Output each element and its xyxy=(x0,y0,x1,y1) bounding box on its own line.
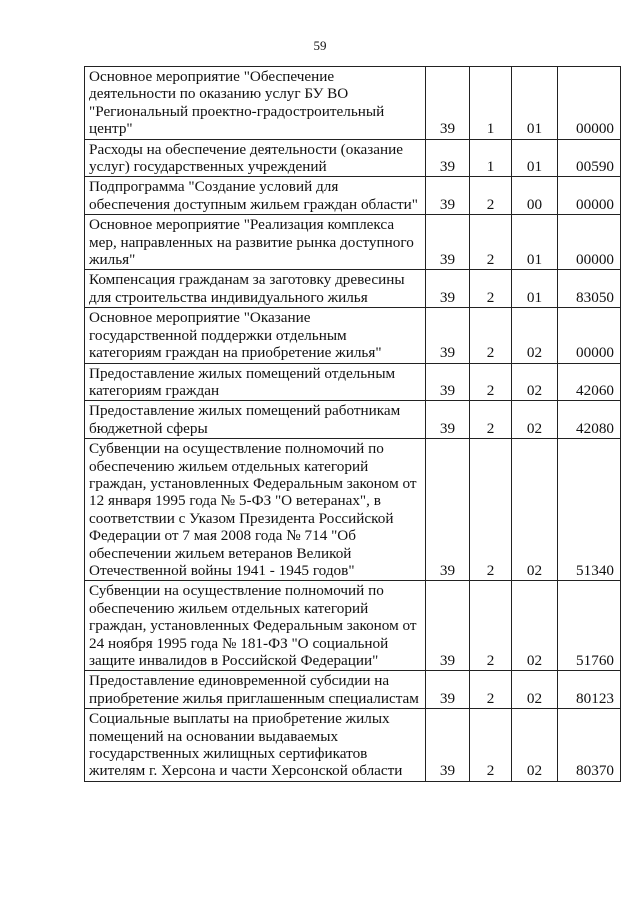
budget-table xyxy=(84,66,621,782)
row-code-2: 2 xyxy=(470,581,512,671)
row-code-4: 00000 xyxy=(558,67,621,140)
row-code-3: 00 xyxy=(512,177,558,215)
row-code-3: 02 xyxy=(512,709,558,782)
row-code-3: 01 xyxy=(512,139,558,177)
row-code-2: 2 xyxy=(470,439,512,581)
row-description: Предоставление жилых помещений работникам бюджетной сферы xyxy=(85,401,426,439)
row-code-4: 00590 xyxy=(558,139,621,177)
table-row xyxy=(85,139,621,177)
row-code-1: 39 xyxy=(426,215,470,270)
table-row xyxy=(85,581,621,671)
table-row xyxy=(85,709,621,782)
row-code-4: 00000 xyxy=(558,177,621,215)
row-code-4: 42060 xyxy=(558,363,621,401)
row-description: Субвенции на осуществление полномочий по обеспечению жильем отдельных категорий граждан, установленных Федеральным законом от 24 ноября 1995 года № 181-ФЗ "О социальной защите инвалидов в Российской Федерации" xyxy=(85,581,426,671)
row-code-2: 2 xyxy=(470,308,512,363)
row-code-1: 39 xyxy=(426,270,470,308)
row-code-2: 2 xyxy=(470,401,512,439)
row-description: Основное мероприятие "Обеспечение деятельности по оказанию услуг БУ ВО "Региональный проектно-градостроительный центр" xyxy=(85,67,426,140)
row-code-4: 83050 xyxy=(558,270,621,308)
row-code-1: 39 xyxy=(426,67,470,140)
row-code-4: 42080 xyxy=(558,401,621,439)
table-row xyxy=(85,308,621,363)
row-code-2: 2 xyxy=(470,709,512,782)
table-row xyxy=(85,67,621,140)
row-description: Социальные выплаты на приобретение жилых помещений на основании выдаваемых государственных жилищных сертификатов жителям г. Херсона и части Херсонской области xyxy=(85,709,426,782)
row-code-1: 39 xyxy=(426,439,470,581)
row-code-1: 39 xyxy=(426,177,470,215)
table-row xyxy=(85,215,621,270)
row-code-4: 51340 xyxy=(558,439,621,581)
row-description: Основное мероприятие "Оказание государственной поддержки отдельным категориям граждан на приобретение жилья" xyxy=(85,308,426,363)
row-code-3: 02 xyxy=(512,439,558,581)
row-code-2: 2 xyxy=(470,215,512,270)
row-description: Компенсация гражданам за заготовку древесины для строительства индивидуального жилья xyxy=(85,270,426,308)
row-description: Расходы на обеспечение деятельности (оказание услуг) государственных учреждений xyxy=(85,139,426,177)
row-description: Предоставление жилых помещений отдельным категориям граждан xyxy=(85,363,426,401)
row-description: Подпрограмма "Создание условий для обеспечения доступным жильем граждан области" xyxy=(85,177,426,215)
row-description: Субвенции на осуществление полномочий по обеспечению жильем отдельных категорий граждан, установленных Федеральным законом от 12 января 1995 года № 5-ФЗ "О ветеранах", в соответствии с Указом Президента Российской Федерации от 7 мая 2008 года № 714 "Об обеспечении жильем ветеранов Великой Отечественной войны 1941 - 1945 годов" xyxy=(85,439,426,581)
row-code-3: 01 xyxy=(512,215,558,270)
row-code-3: 01 xyxy=(512,270,558,308)
table-row xyxy=(85,270,621,308)
row-code-2: 2 xyxy=(470,363,512,401)
page-number: 59 xyxy=(313,38,327,53)
row-code-1: 39 xyxy=(426,709,470,782)
row-code-4: 80370 xyxy=(558,709,621,782)
row-code-3: 01 xyxy=(512,67,558,140)
row-code-4: 00000 xyxy=(558,215,621,270)
row-code-1: 39 xyxy=(426,308,470,363)
table-row xyxy=(85,439,621,581)
row-code-3: 02 xyxy=(512,671,558,709)
row-code-3: 02 xyxy=(512,581,558,671)
row-code-3: 02 xyxy=(512,401,558,439)
table-row xyxy=(85,401,621,439)
row-code-4: 51760 xyxy=(558,581,621,671)
row-code-4: 80123 xyxy=(558,671,621,709)
row-code-2: 2 xyxy=(470,177,512,215)
row-code-2: 1 xyxy=(470,139,512,177)
row-code-1: 39 xyxy=(426,363,470,401)
table-row xyxy=(85,177,621,215)
row-code-2: 2 xyxy=(470,270,512,308)
row-code-2: 1 xyxy=(470,67,512,140)
row-code-2: 2 xyxy=(470,671,512,709)
row-code-4: 00000 xyxy=(558,308,621,363)
row-code-1: 39 xyxy=(426,401,470,439)
row-code-1: 39 xyxy=(426,671,470,709)
row-code-3: 02 xyxy=(512,308,558,363)
row-description: Основное мероприятие "Реализация комплекса мер, направленных на развитие рынка доступного жилья" xyxy=(85,215,426,270)
table-row xyxy=(85,363,621,401)
row-code-1: 39 xyxy=(426,581,470,671)
table-row xyxy=(85,671,621,709)
row-code-3: 02 xyxy=(512,363,558,401)
row-code-1: 39 xyxy=(426,139,470,177)
row-description: Предоставление единовременной субсидии на приобретение жилья приглашенным специалистам xyxy=(85,671,426,709)
